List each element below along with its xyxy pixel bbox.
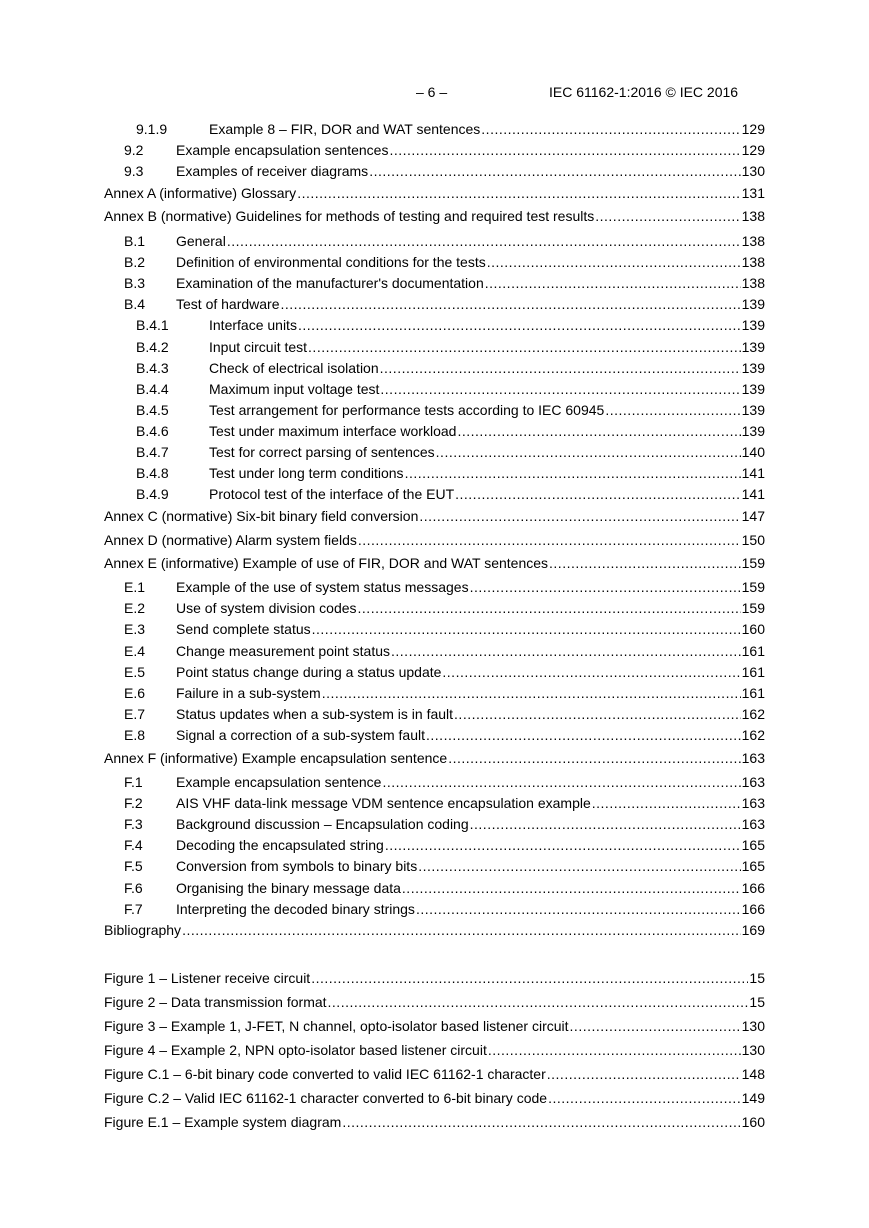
toc-entry-number: B.4 <box>124 296 146 312</box>
toc-entry-page: 141 <box>741 465 765 481</box>
toc-entry-title: Conversion from symbols to binary bits <box>176 858 418 874</box>
toc-entry-title: Definition of environmental conditions for the tests <box>176 254 486 270</box>
toc-leader-dots <box>312 620 741 638</box>
toc-entry-page: 160 <box>741 1114 765 1130</box>
toc-leader-dots <box>342 1113 740 1131</box>
toc-entry-number: F.5 <box>124 858 143 874</box>
toc-entry-page: 147 <box>741 508 765 524</box>
toc-entry-number: B.1 <box>124 233 146 249</box>
toc-entry-page: 139 <box>741 339 765 355</box>
toc-entry[interactable] <box>104 338 765 356</box>
toc-entry-number: B.4.7 <box>136 444 169 460</box>
toc-leader-dots <box>389 141 740 159</box>
toc-leader-dots <box>487 253 741 271</box>
toc-entry[interactable] <box>104 1065 765 1083</box>
toc-entry-page: 166 <box>741 880 765 896</box>
toc-entry-page: 139 <box>741 296 765 312</box>
toc-entry[interactable] <box>104 359 765 377</box>
toc-entry[interactable] <box>104 815 765 833</box>
toc-entry-number: E.8 <box>124 727 146 743</box>
toc-entry-number: 9.2 <box>124 142 144 158</box>
toc-entry-title: Use of system division codes <box>176 600 357 616</box>
toc-entry-number: 9.3 <box>124 163 144 179</box>
toc-entry-title: Decoding the encapsulated string <box>176 837 384 853</box>
toc-entry-number: E.4 <box>124 643 146 659</box>
toc-entry-page: 150 <box>741 532 765 548</box>
toc-leader-dots <box>454 705 741 723</box>
toc-entry-page: 166 <box>741 901 765 917</box>
toc-entry-page: 165 <box>741 837 765 853</box>
toc-entry[interactable] <box>104 485 765 503</box>
toc-entry[interactable] <box>104 507 765 525</box>
toc-entry-title: Test arrangement for performance tests according to IEC 60945 <box>209 402 605 418</box>
toc-leader-dots <box>549 554 741 572</box>
toc-entry-number: 9.1.9 <box>136 121 168 137</box>
toc-entry-page: 129 <box>741 142 765 158</box>
toc-leader-dots <box>358 599 741 617</box>
toc-entry-title: Protocol test of the interface of the EUT <box>209 486 455 502</box>
toc-entry-title: Example of the use of system status messages <box>176 579 469 595</box>
toc-leader-dots <box>455 485 741 503</box>
toc-entry-number: B.4.2 <box>136 339 169 355</box>
toc-entry[interactable] <box>104 993 765 1011</box>
toc-entry-page: 163 <box>741 795 765 811</box>
toc-entry-title: Annex D (normative) Alarm system fields <box>104 532 357 548</box>
toc-entry-title: Test for correct parsing of sentences <box>209 444 435 460</box>
toc-entry[interactable] <box>104 141 765 159</box>
toc-entry-number: B.4.4 <box>136 381 169 397</box>
toc-leader-dots <box>457 422 740 440</box>
toc-entry-page: 131 <box>741 185 765 201</box>
toc-entry-page: 169 <box>741 922 765 938</box>
toc-leader-dots <box>488 1041 741 1059</box>
toc-entry-title: Figure C.1 – 6-bit binary code converted to valid IEC 61162-1 character <box>104 1066 546 1082</box>
toc-entry-title: Example encapsulation sentence <box>176 774 382 790</box>
toc-leader-dots <box>442 663 740 681</box>
toc-entry-title: Change measurement point status <box>176 643 391 659</box>
toc-leader-dots <box>592 794 741 812</box>
toc-entry[interactable] <box>104 684 765 702</box>
toc-entry-title: Figure 4 – Example 2, NPN opto-isolator based listener circuit <box>104 1042 487 1058</box>
toc-entry-page: 15 <box>749 994 765 1010</box>
toc-entry[interactable] <box>104 295 765 313</box>
toc-leader-dots <box>436 443 741 461</box>
toc-entry-page: 138 <box>741 233 765 249</box>
toc-entry-number: B.4.8 <box>136 465 169 481</box>
toc-entry-page: 163 <box>741 816 765 832</box>
toc-leader-dots <box>448 749 740 767</box>
toc-entry[interactable] <box>104 207 765 225</box>
toc-entry[interactable] <box>104 554 765 572</box>
toc-entry-title: Examples of receiver diagrams <box>176 163 369 179</box>
toc-entry-page: 148 <box>741 1066 765 1082</box>
toc-entry-number: F.1 <box>124 774 143 790</box>
toc-entry-title: Maximum input voltage test <box>209 381 380 397</box>
toc-leader-dots <box>297 184 740 202</box>
page-number: – 6 – <box>416 84 448 100</box>
toc-leader-dots <box>481 120 740 138</box>
toc-entry-number: F.4 <box>124 837 143 853</box>
toc-entry-page: 161 <box>741 685 765 701</box>
toc-leader-dots <box>385 836 741 854</box>
toc-entry-title: Figure 3 – Example 1, J-FET, N channel, opto-isolator based listener circuit <box>104 1018 569 1034</box>
toc-entry[interactable] <box>104 274 765 292</box>
toc-entry[interactable] <box>104 969 765 987</box>
toc-entry-title: Annex A (informative) Glossary <box>104 185 297 201</box>
toc-entry-title: Background discussion – Encapsulation coding <box>176 816 469 832</box>
toc-entry-title: Interpreting the decoded binary strings <box>176 901 415 917</box>
toc-entry-title: Example 8 – FIR, DOR and WAT sentences <box>209 121 481 137</box>
toc-leader-dots <box>470 578 741 596</box>
toc-entry-number: B.4.1 <box>136 317 169 333</box>
toc-leader-dots <box>382 773 740 791</box>
toc-entry-page: 159 <box>741 579 765 595</box>
toc-leader-dots <box>328 993 749 1011</box>
toc-entry-number: E.6 <box>124 685 146 701</box>
toc-entry[interactable] <box>104 773 765 791</box>
toc-entry[interactable] <box>104 1089 765 1107</box>
toc-leader-dots <box>358 531 741 549</box>
toc-entry[interactable] <box>104 422 765 440</box>
toc-entry-title: Input circuit test <box>209 339 308 355</box>
toc-entry-title: Annex F (informative) Example encapsulation sentence <box>104 750 448 766</box>
standard-reference: IEC 61162-1:2016 © IEC 2016 <box>549 84 739 100</box>
toc-entry-title: Signal a correction of a sub-system fault <box>176 727 426 743</box>
toc-entry-title: Organising the binary message data <box>176 880 401 896</box>
toc-entry-page: 165 <box>741 858 765 874</box>
toc-entry[interactable] <box>104 162 765 180</box>
toc-entry-number: B.4.9 <box>136 486 169 502</box>
toc-entry-page: 129 <box>741 121 765 137</box>
toc-entry-title: Annex B (normative) Guidelines for methods of testing and required test results <box>104 208 595 224</box>
toc-leader-dots <box>416 900 741 918</box>
toc-entry[interactable] <box>104 1017 765 1035</box>
toc-entry-title: Examination of the manufacturer's documentation <box>176 275 484 291</box>
toc-leader-dots <box>380 359 741 377</box>
toc-entry[interactable] <box>104 599 765 617</box>
toc-entry-page: 163 <box>741 750 765 766</box>
toc-entry-title: Test under maximum interface workload <box>209 423 457 439</box>
toc-entry-page: 130 <box>741 1042 765 1058</box>
toc-entry-number: B.4.3 <box>136 360 169 376</box>
toc-entry[interactable] <box>104 253 765 271</box>
toc-leader-dots <box>380 380 740 398</box>
toc-entry-number: E.1 <box>124 579 146 595</box>
toc-leader-dots <box>595 207 740 225</box>
toc-entry[interactable] <box>104 443 765 461</box>
toc-entry-page: 139 <box>741 423 765 439</box>
toc-entry-page: 130 <box>741 1018 765 1034</box>
toc-leader-dots <box>418 857 740 875</box>
toc-entry-number: F.6 <box>124 880 143 896</box>
toc-entry-page: 138 <box>741 275 765 291</box>
toc-entry[interactable] <box>104 464 765 482</box>
toc-entry[interactable] <box>104 642 765 660</box>
toc-entry-title: Figure C.2 – Valid IEC 61162-1 character converted to 6-bit binary code <box>104 1090 548 1106</box>
toc-entry-title: Figure 2 – Data transmission format <box>104 994 327 1010</box>
toc-leader-dots <box>391 642 741 660</box>
toc-entry[interactable] <box>104 120 765 138</box>
toc-entry-page: 161 <box>741 664 765 680</box>
toc-entry-title: Check of electrical isolation <box>209 360 379 376</box>
toc-leader-dots <box>322 684 741 702</box>
toc-leader-dots <box>485 274 741 292</box>
toc-entry-title: Example encapsulation sentences <box>176 142 389 158</box>
toc-entry-title: Point status change during a status update <box>176 664 442 680</box>
toc-entry[interactable] <box>104 857 765 875</box>
toc-entry-page: 141 <box>741 486 765 502</box>
toc-leader-dots <box>547 1065 741 1083</box>
toc-entry-title: Interface units <box>209 317 297 333</box>
toc-entry[interactable] <box>104 794 765 812</box>
toc-leader-dots <box>182 921 741 939</box>
toc-entry[interactable] <box>104 578 765 596</box>
toc-leader-dots <box>402 879 741 897</box>
toc-entry-page: 138 <box>741 254 765 270</box>
toc-entry-title: Annex C (normative) Six-bit binary field conversion <box>104 508 419 524</box>
toc-entry-page: 140 <box>741 444 765 460</box>
toc-entry-page: 161 <box>741 643 765 659</box>
toc-entry-title: Failure in a sub-system <box>176 685 321 701</box>
toc-leader-dots <box>419 507 740 525</box>
toc-entry[interactable] <box>104 316 765 334</box>
toc-entry[interactable] <box>104 921 765 939</box>
toc-entry-page: 139 <box>741 381 765 397</box>
toc-entry-number: E.2 <box>124 600 146 616</box>
toc-leader-dots <box>470 815 741 833</box>
toc-entry-page: 160 <box>741 621 765 637</box>
toc-entry-title: AIS VHF data-link message VDM sentence encapsulation example <box>176 795 591 811</box>
toc-leader-dots <box>227 232 741 250</box>
toc-entry-page: 159 <box>741 555 765 571</box>
toc-entry-title: Status updates when a sub-system is in fault <box>176 706 454 722</box>
toc-leader-dots <box>548 1089 741 1107</box>
toc-entry[interactable] <box>104 620 765 638</box>
toc-entry-title: Test of hardware <box>176 296 280 312</box>
toc-entry-page: 139 <box>741 360 765 376</box>
toc-entry-number: F.7 <box>124 901 143 917</box>
toc-leader-dots <box>570 1017 741 1035</box>
toc-leader-dots <box>426 726 741 744</box>
toc-entry-number: B.3 <box>124 275 146 291</box>
toc-entry-number: B.4.5 <box>136 402 169 418</box>
toc-leader-dots <box>298 316 741 334</box>
toc-entry-page: 149 <box>741 1090 765 1106</box>
toc-entry[interactable] <box>104 900 765 918</box>
toc-entry[interactable] <box>104 1041 765 1059</box>
toc-entry-number: B.2 <box>124 254 146 270</box>
toc-entry-number: E.5 <box>124 664 146 680</box>
toc-entry-title: Bibliography <box>104 922 182 938</box>
toc-entry[interactable] <box>104 663 765 681</box>
toc-entry[interactable] <box>104 705 765 723</box>
toc-entry[interactable] <box>104 1113 765 1131</box>
toc-entry[interactable] <box>104 879 765 897</box>
toc-entry-page: 130 <box>741 163 765 179</box>
toc-entry-page: 138 <box>741 208 765 224</box>
toc-entry[interactable] <box>104 184 765 202</box>
toc-entry[interactable] <box>104 749 765 767</box>
toc-entry-number: E.7 <box>124 706 146 722</box>
toc-leader-dots <box>311 969 748 987</box>
toc-entry-page: 162 <box>741 706 765 722</box>
toc-entry-page: 15 <box>749 970 765 986</box>
toc-leader-dots <box>281 295 741 313</box>
toc-leader-dots <box>405 464 741 482</box>
toc-entry-title: Figure E.1 – Example system diagram <box>104 1114 342 1130</box>
toc-entry-page: 139 <box>741 402 765 418</box>
toc-leader-dots <box>369 162 740 180</box>
toc-leader-dots <box>308 338 741 356</box>
toc-entry-title: Annex E (informative) Example of use of FIR, DOR and WAT sentences <box>104 555 549 571</box>
toc-entry-title: Figure 1 – Listener receive circuit <box>104 970 311 986</box>
toc-entry[interactable] <box>104 232 765 250</box>
toc-entry[interactable] <box>104 836 765 854</box>
toc-entry[interactable] <box>104 531 765 549</box>
toc-entry-title: Send complete status <box>176 621 311 637</box>
toc-entry[interactable] <box>104 380 765 398</box>
toc-entry-page: 159 <box>741 600 765 616</box>
toc-entry-number: E.3 <box>124 621 146 637</box>
toc-entry-title: Test under long term conditions <box>209 465 404 481</box>
toc-entry-number: B.4.6 <box>136 423 169 439</box>
toc-entry[interactable] <box>104 401 765 419</box>
toc-leader-dots <box>605 401 740 419</box>
toc-entry-number: F.3 <box>124 816 143 832</box>
toc-entry-number: F.2 <box>124 795 143 811</box>
toc-entry-page: 162 <box>741 727 765 743</box>
toc-entry[interactable] <box>104 726 765 744</box>
toc-entry-page: 139 <box>741 317 765 333</box>
toc-entry-page: 163 <box>741 774 765 790</box>
toc-entry-title: General <box>176 233 226 249</box>
